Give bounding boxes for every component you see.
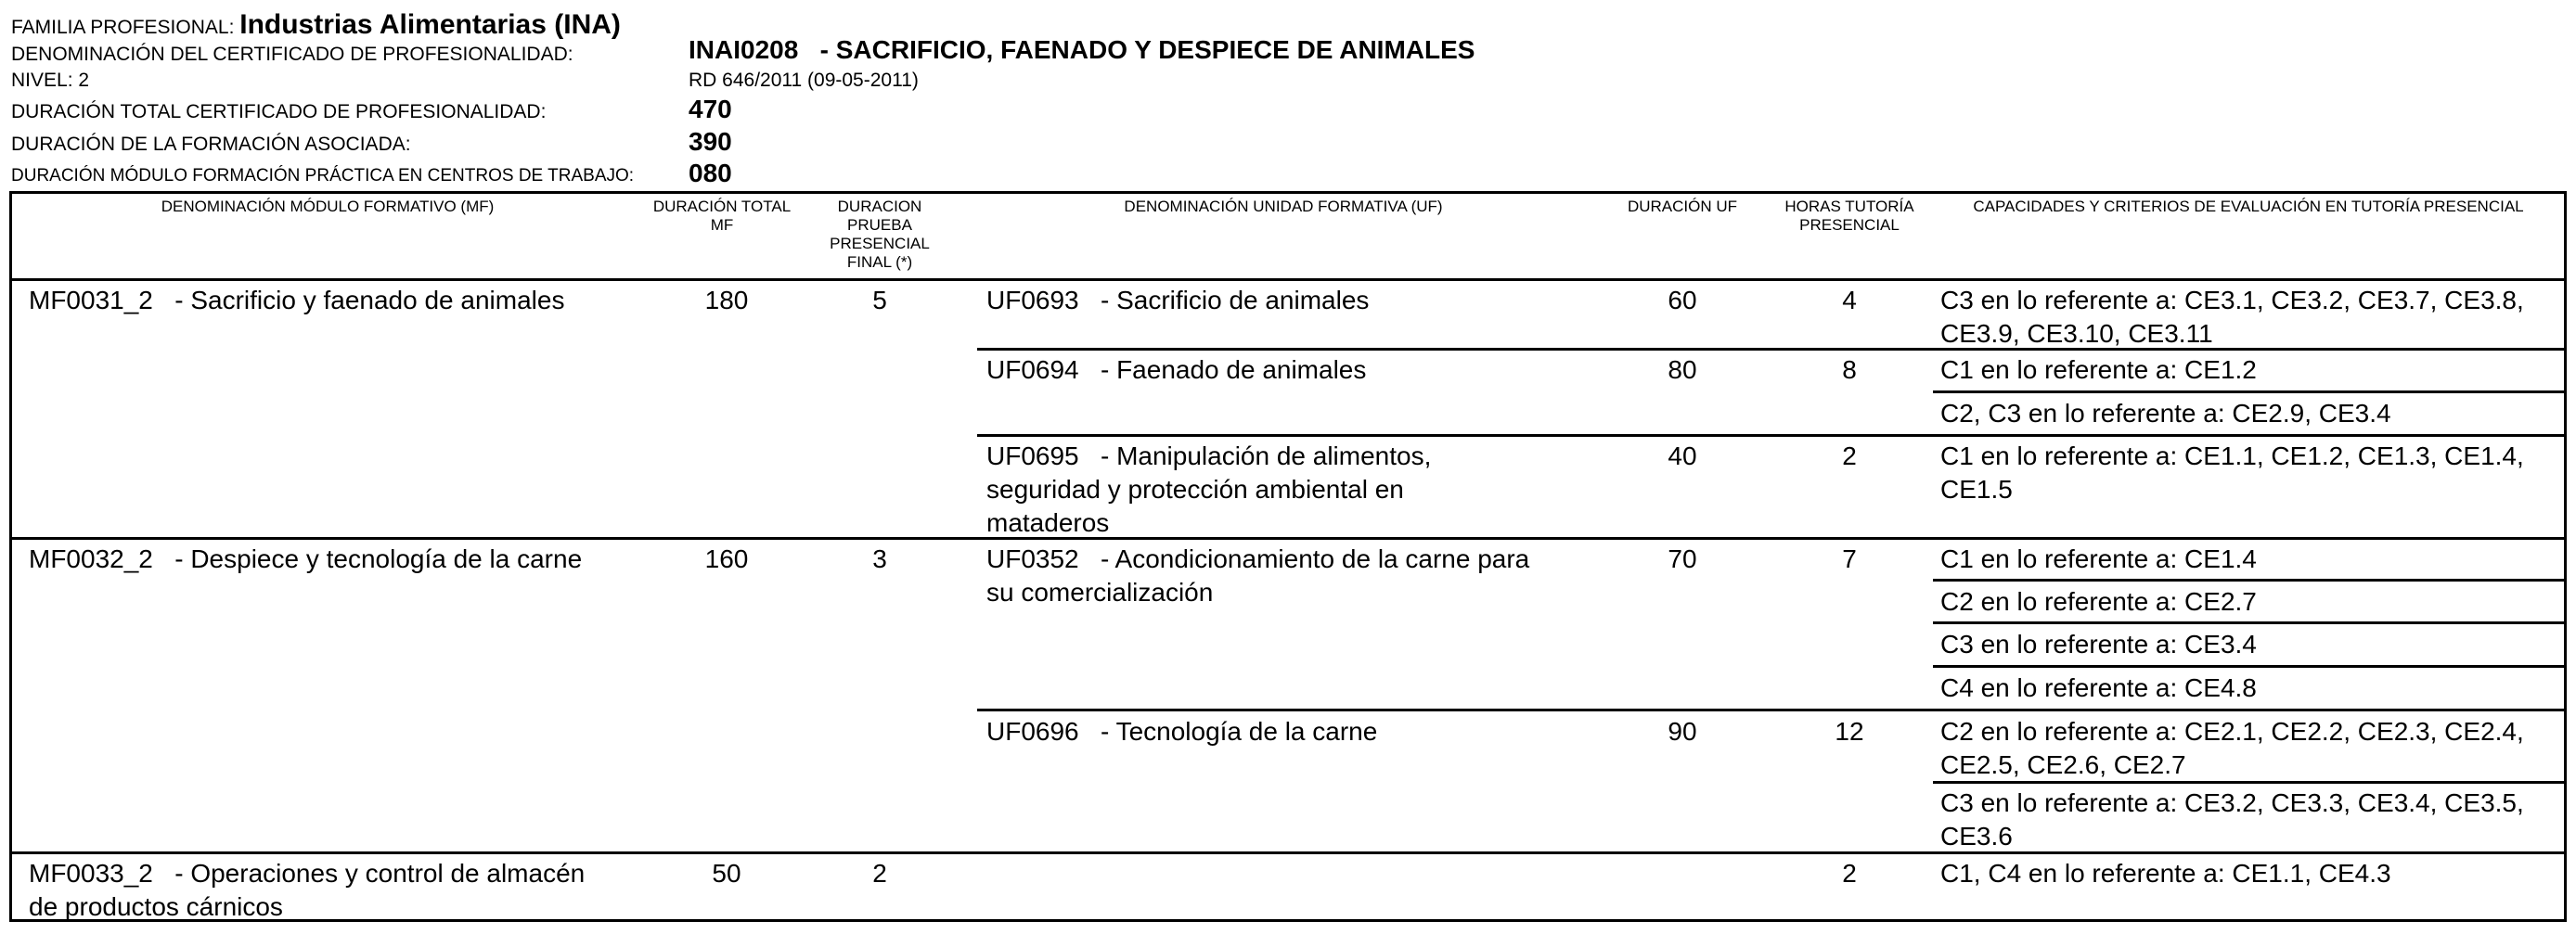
criterio-text: C3 en lo referente a: CE3.4 [1940, 630, 2257, 659]
unit-cell [986, 543, 1543, 609]
module-code: MF0031_2 [29, 286, 153, 314]
criterio-text: C1 en lo referente a: CE1.2 [1940, 355, 2257, 384]
criterio-divider [1933, 621, 2564, 624]
duracion-practica-value: 080 [689, 159, 732, 187]
familia-label [11, 11, 621, 39]
certificado-code: INAI0208 [689, 35, 799, 64]
unit-cell [986, 715, 1552, 748]
module-cell [29, 857, 586, 924]
certificado-name: - SACRIFICIO, FAENADO Y DESPIECE DE ANIMALES [819, 35, 1475, 64]
duracion-formacion-label: DURACIÓN DE LA FORMACIÓN ASOCIADA: [11, 134, 411, 155]
modulos-table [9, 191, 2567, 922]
unit-tutoria: 2 [1842, 859, 1857, 888]
unit-name: - Tecnología de la carne [1100, 717, 1378, 746]
module-code: MF0033_2 [29, 859, 153, 888]
col-header-duracion-uf: DURACIÓN UF [1627, 198, 1738, 215]
unit-code: UF0695 [986, 441, 1079, 470]
criterio-divider [1933, 781, 2564, 784]
criterio-text: C3 en lo referente a: CE3.1, CE3.2, CE3.7, CE3.8, CE3.9, CE3.10, CE3.11 [1940, 286, 2524, 348]
unit-tutoria: 4 [1842, 286, 1857, 314]
unit-duracion: 80 [1668, 355, 1697, 384]
unit-divider [977, 709, 2564, 711]
unit-name: - Manipulación de alimentos, seguridad y protección ambiental en mataderos [986, 441, 1432, 537]
criterio-text: C2, C3 en lo referente a: CE2.9, CE3.4 [1940, 399, 2391, 428]
criterio-text: C4 en lo referente a: CE4.8 [1940, 673, 2257, 702]
col-header-total-mf: DURACIÓN TOTAL MF [652, 198, 792, 234]
module-cell [29, 284, 586, 317]
duracion-practica-label: DURACIÓN MÓDULO FORMACIÓN PRÁCTICA EN CENTROS DE TRABAJO: [11, 166, 635, 186]
rd-value: RD 646/2011 (09-05-2011) [689, 70, 919, 91]
unit-name: - Faenado de animales [1100, 355, 1367, 384]
module-total: 160 [704, 544, 749, 573]
criterio-text: C1 en lo referente a: CE1.1, CE1.2, CE1.3, CE1.4, CE1.5 [1940, 441, 2524, 504]
familia-label-text: FAMILIA PROFESIONAL: [11, 17, 235, 38]
unit-code: UF0352 [986, 544, 1079, 573]
nivel-label: NIVEL: 2 [11, 70, 90, 91]
unit-code: UF0693 [986, 286, 1079, 314]
unit-code: UF0694 [986, 355, 1079, 384]
criterio-divider [1933, 390, 2564, 393]
col-header-uf: DENOMINACIÓN UNIDAD FORMATIVA (UF) [1124, 198, 1443, 215]
unit-tutoria: 7 [1842, 544, 1857, 573]
col-header-tutoria: HORAS TUTORÍA PRESENCIAL [1784, 198, 1914, 234]
denominacion-label: DENOMINACIÓN DEL CERTIFICADO DE PROFESIONALIDAD: [11, 44, 573, 65]
module-name: - Despiece y tecnología de la carne [174, 544, 583, 573]
unit-tutoria: 12 [1835, 717, 1864, 746]
unit-divider [977, 348, 2564, 351]
criterio-text: C1, C4 en lo referente a: CE1.1, CE4.3 [1940, 859, 2391, 888]
criterio-divider [1933, 665, 2564, 668]
criterio-text: C3 en lo referente a: CE3.2, CE3.3, CE3.4, CE3.5, CE3.6 [1940, 788, 2524, 851]
module-divider [12, 851, 2564, 854]
criterio-text: C2 en lo referente a: CE2.7 [1940, 587, 2257, 616]
module-code: MF0032_2 [29, 544, 153, 573]
col-header-criterios: CAPACIDADES Y CRITERIOS DE EVALUACIÓN EN TUTORÍA PRESENCIAL [1973, 198, 2524, 215]
col-header-mf: DENOMINACIÓN MÓDULO FORMATIVO (MF) [161, 198, 495, 215]
duracion-total-value: 470 [689, 95, 732, 123]
unit-name: - Acondicionamiento de la carne para su comercialización [986, 544, 1530, 607]
criterio-text: C1 en lo referente a: CE1.4 [1940, 544, 2257, 573]
duracion-formacion-value: 390 [689, 127, 732, 156]
module-prueba: 5 [872, 286, 887, 314]
unit-tutoria: 2 [1842, 441, 1857, 470]
certificado-title [689, 37, 1475, 63]
unit-divider [977, 434, 2564, 437]
criterio-text: C2 en lo referente a: CE2.1, CE2.2, CE2.3, CE2.4, CE2.5, CE2.6, CE2.7 [1940, 717, 2524, 779]
module-divider [12, 537, 2564, 540]
col-header-prueba: DURACION PRUEBA PRESENCIAL FINAL (*) [830, 198, 930, 271]
familia-value: Industrias Alimentarias (INA) [239, 9, 621, 40]
unit-name: - Sacrificio de animales [1100, 286, 1370, 314]
unit-code: UF0696 [986, 717, 1079, 746]
module-name: - Sacrificio y faenado de animales [174, 286, 565, 314]
module-total: 50 [712, 859, 741, 888]
unit-tutoria: 8 [1842, 355, 1857, 384]
unit-cell [986, 353, 1552, 387]
module-prueba: 3 [872, 544, 887, 573]
module-prueba: 2 [872, 859, 887, 888]
unit-cell [986, 440, 1506, 540]
module-total: 180 [704, 286, 749, 314]
duracion-total-label: DURACIÓN TOTAL CERTIFICADO DE PROFESIONALIDAD: [11, 101, 547, 122]
unit-duracion: 70 [1668, 544, 1697, 573]
unit-cell [986, 284, 1552, 317]
criterio-divider [1933, 579, 2564, 582]
header-divider [12, 278, 2564, 281]
unit-duracion: 60 [1668, 286, 1697, 314]
module-cell [29, 543, 586, 576]
unit-duracion: 90 [1668, 717, 1697, 746]
unit-duracion: 40 [1668, 441, 1697, 470]
module-name: - Operaciones y control de almacén de productos cárnicos [29, 859, 586, 921]
